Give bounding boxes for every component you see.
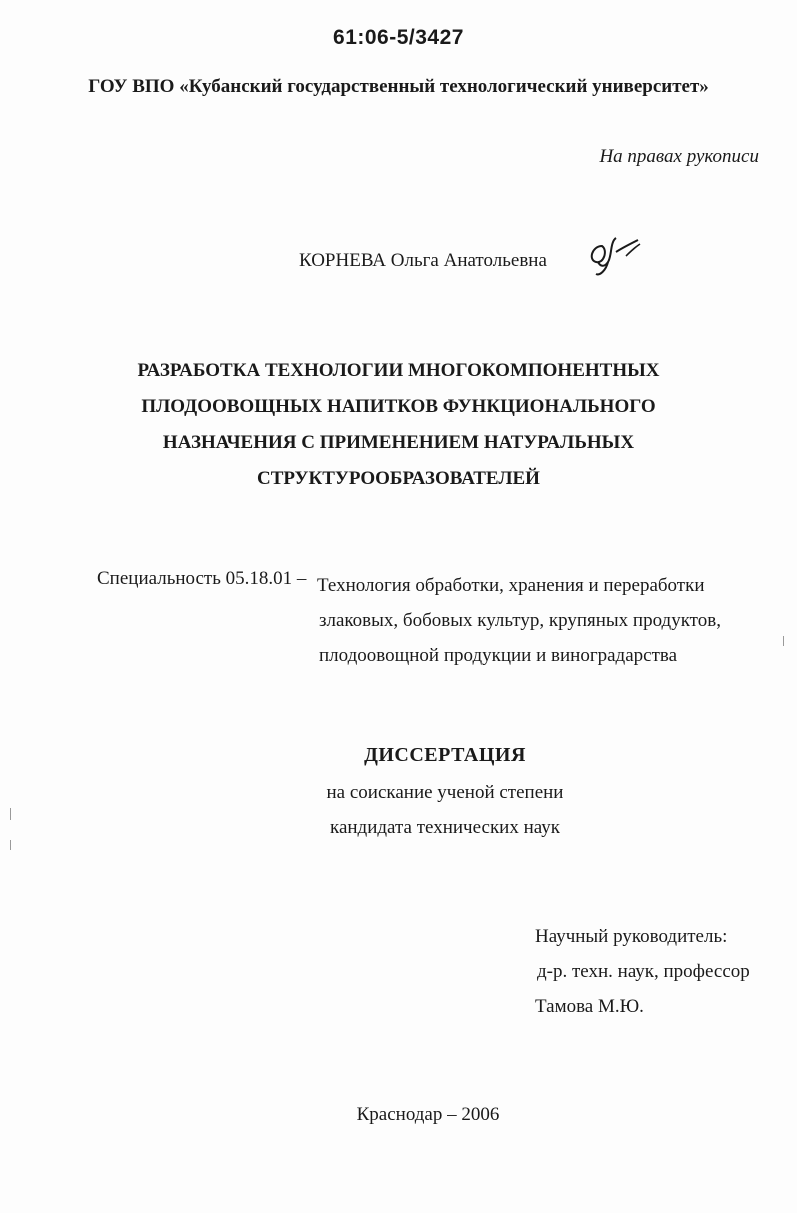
thesis-title-line-2: ПЛОДООВОЩНЫХ НАПИТКОВ ФУНКЦИОНАЛЬНОГО xyxy=(141,396,656,417)
scan-mark xyxy=(10,840,11,850)
degree-line-1: на соискание ученой степени xyxy=(326,782,564,803)
scan-mark xyxy=(10,808,11,820)
thesis-title-line-3: НАЗНАЧЕНИЯ С ПРИМЕНЕНИЕМ НАТУРАЛЬНЫХ xyxy=(162,432,635,453)
specialty-line-1: Технология обработки, хранения и переработки xyxy=(317,575,705,596)
thesis-title xyxy=(0,353,797,497)
catalog-code: 61:06-5/3427 xyxy=(333,26,464,49)
supervisor-name: Тамова М.Ю. xyxy=(535,996,644,1017)
supervisor-title: д-р. техн. наук, профессор xyxy=(537,961,750,982)
manuscript-note: На правах рукописи xyxy=(599,146,759,167)
work-type: ДИССЕРТАЦИЯ xyxy=(364,744,526,766)
signature-icon xyxy=(586,232,644,280)
degree-line-2: кандидата технических наук xyxy=(330,817,560,838)
author-name: КОРНЕВА Ольга Анатольевна xyxy=(299,250,547,271)
specialty-label: Специальность 05.18.01 – xyxy=(97,568,307,589)
specialty-line-2: злаковых, бобовых культур, крупяных продуктов, xyxy=(319,610,721,631)
thesis-title-line-4: СТРУКТУРООБРАЗОВАТЕЛЕЙ xyxy=(257,468,540,489)
city-year: Краснодар – 2006 xyxy=(356,1104,500,1125)
supervisor-heading: Научный руководитель: xyxy=(535,926,728,947)
institution-name: ГОУ ВПО «Кубанский государственный технологический университет» xyxy=(88,76,709,97)
specialty-line-3: плодоовощной продукции и виноградарства xyxy=(319,645,678,666)
thesis-title-line-1: РАЗРАБОТКА ТЕХНОЛОГИИ МНОГОКОМПОНЕНТНЫХ xyxy=(137,360,660,381)
scan-mark xyxy=(783,636,784,646)
